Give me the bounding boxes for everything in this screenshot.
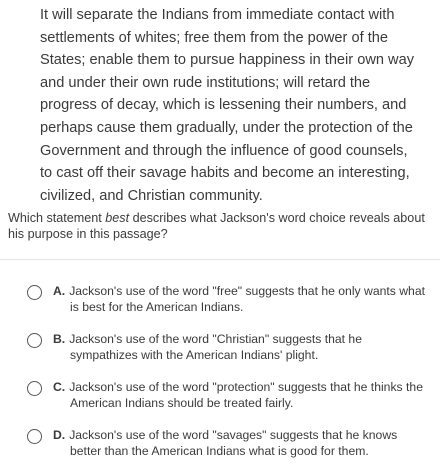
- question-line-1: [8, 210, 436, 226]
- question-suffix: describes what Jackson's word choice reveals about: [129, 211, 425, 225]
- radio-button-d[interactable]: [27, 429, 42, 444]
- option-a-text[interactable]: [53, 284, 438, 315]
- option-line-2: better than the American Indians what is good for them.: [70, 443, 369, 458]
- question-prefix: Which statement: [8, 211, 106, 225]
- passage-line: and under their own rude institutions; will retard the: [40, 74, 371, 91]
- option-d[interactable]: [0, 425, 440, 473]
- option-b-text[interactable]: [53, 332, 438, 363]
- option-letter: B.: [53, 332, 66, 346]
- answer-options: [0, 281, 440, 473]
- option-c[interactable]: [0, 377, 440, 425]
- question-line-2: his purpose in this passage?: [8, 227, 168, 241]
- option-line-1: Jackson's use of the word "free" suggests that he only wants what: [69, 284, 425, 298]
- option-letter: A.: [53, 284, 66, 298]
- option-line-2: sympathizes with the American Indians' plight.: [70, 347, 319, 362]
- passage-line: perhaps cause them gradually, under the protection of the: [40, 119, 413, 136]
- passage-line: to cast off their savage habits and become an interesting,: [40, 165, 410, 182]
- option-c-text[interactable]: [53, 380, 438, 411]
- divider: [0, 259, 440, 260]
- option-a[interactable]: [0, 281, 440, 329]
- option-letter: C.: [53, 380, 66, 394]
- passage-line: It will separate the Indians from immediate contact with: [40, 7, 395, 23]
- radio-button-c[interactable]: [27, 381, 42, 396]
- question-emphasis: best: [105, 211, 130, 225]
- question-prompt: [8, 210, 436, 242]
- radio-button-b[interactable]: [27, 333, 42, 348]
- passage-line: settlements of whites; free them from the power of the: [40, 29, 388, 46]
- option-d-text[interactable]: [53, 428, 438, 459]
- option-line-1: Jackson's use of the word "Christian" suggests that he: [69, 332, 362, 346]
- passage-text: [40, 4, 436, 207]
- option-letter: D.: [53, 428, 66, 442]
- passage-line: Government and through the influence of good counsels,: [40, 142, 408, 159]
- radio-button-a[interactable]: [27, 285, 42, 300]
- option-line-2: American Indians should be treated fairly.: [70, 395, 294, 410]
- passage-line: States; enable them to pursue happiness in their own way: [40, 52, 414, 69]
- passage-line: civilized, and Christian community.: [40, 187, 263, 204]
- option-b[interactable]: [0, 329, 440, 377]
- option-line-2: is best for the American Indians.: [70, 299, 244, 314]
- option-line-1: Jackson's use of the word "protection" suggests that he thinks the: [69, 380, 423, 394]
- option-line-1: Jackson's use of the word "savages" suggests that he knows: [69, 428, 398, 442]
- passage-line: progress of decay, which is lessening their numbers, and: [40, 97, 407, 114]
